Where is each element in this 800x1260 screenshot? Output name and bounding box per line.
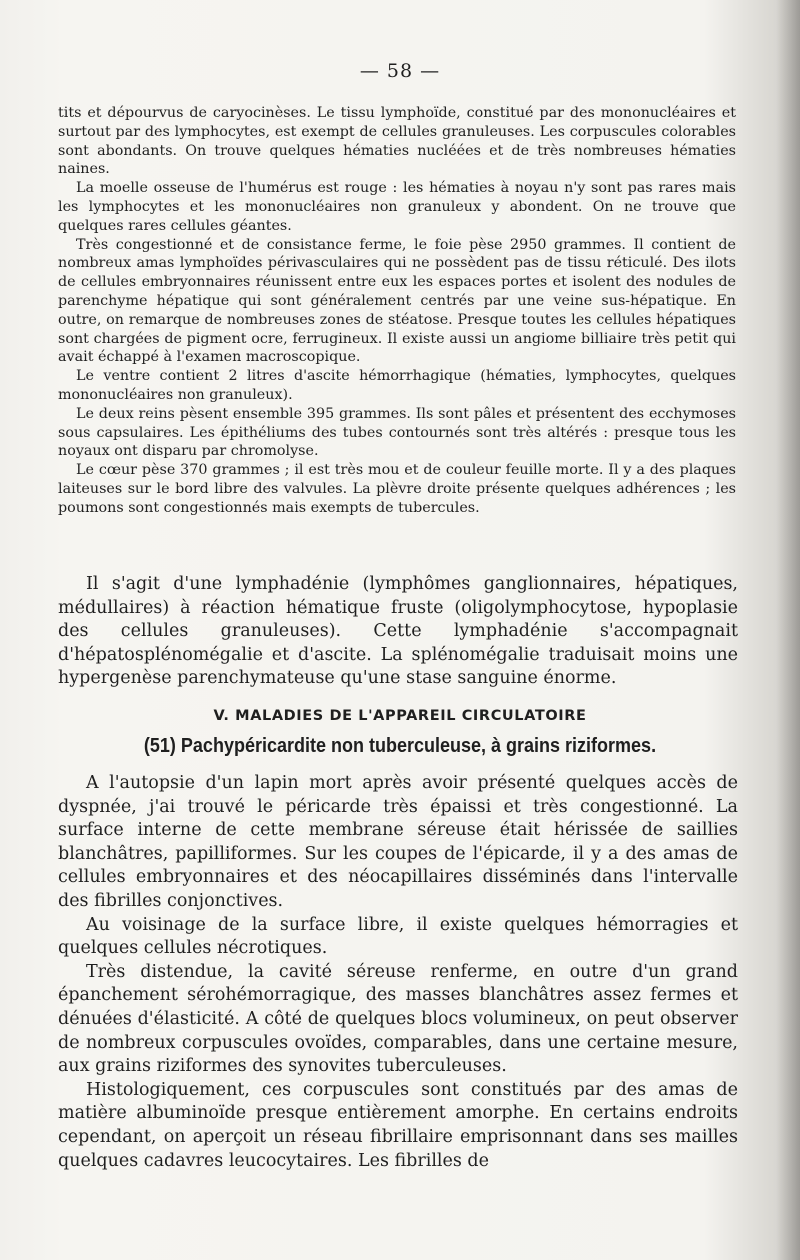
conclusion-text xyxy=(58,573,738,691)
paragraph: Au voisinage de la surface libre, il existe quelques hémorragies et quelques cellules nécrotiques. xyxy=(58,914,738,959)
paragraph: Le cœur pèse 370 grammes ; il est très mou et de couleur feuille morte. Il y a des plaques laiteuses sur le bord libre des valvules. La plèvre droite présente quelques adhérences ; les poumons sont congestionnés mais exempts de tubercules. xyxy=(58,462,736,516)
autopsy-findings-text xyxy=(58,104,736,518)
paragraph: Histologiquement, ces corpuscules sont constitués par des amas de matière albuminoïde presque entièrement amorphe. En certains endroits cependant, on aperçoit un réseau fibrillaire emprisonnant dans ses mailles quelques cadavres leucocytaires. Les fibrilles de xyxy=(58,1079,738,1171)
paragraph: Le deux reins pèsent ensemble 395 grammes. Ils sont pâles et présentent des ecchymoses sous capsulaires. Les épithéliums des tubes contournés sont très altérés : presque tous les noyaux ont disparu par chromolyse. xyxy=(58,405,736,460)
page-number: — 58 — xyxy=(359,60,441,82)
paragraph: tits et dépourvus de caryocinèses. Le tissu lymphoïde, constitué par des mononucléaires et surtout par des lymphocytes, est exempt de cellules granuleuses. Les corpuscules colorables sont abondants. On trouve quelques hématies nucléées et de très nombreuses hématies naines. xyxy=(58,105,736,178)
paragraph: A l'autopsie d'un lapin mort après avoir présenté quelques accès de dyspnée, j'ai trouvé le péricarde très épaissi et très congestionné. La surface interne de cette membrane séreuse était hérissée de saillies blanchâtres, papilliformes. Sur les coupes de l'épicarde, il y a des amas de cellules embryonnaires et des néocapillaires disséminés dans l'intervalle des fibrilles conjonctives. xyxy=(58,773,738,911)
case-title: (51) Pachypéricardite non tuberculeuse, à grains riziformes. xyxy=(143,735,657,757)
section-heading: V. MALADIES DE L'APPAREIL CIRCULATOIRE xyxy=(213,708,587,724)
paragraph: La moelle osseuse de l'humérus est rouge : les hématies à noyau n'y sont pas rares mais les lymphocytes et les mononucléaires non granuleux y abondent. On ne trouve que quelques rares cellules géantes. xyxy=(58,180,736,234)
paragraph: Très congestionné et de consistance ferme, le foie pèse 2950 grammes. Il contient de nombreux amas lymphoïdes périvasculaires qui ne possèdent pas de tissu réticulé. Des ilots de cellules embryonnaires réunissent entre eux les espaces portes et isolent des nodules de parenchyme hépatique qui sont généralement centrés par une veine sus-hépatique. En outre, on remarque de nombreuses zones de stéatose. Presque toutes les cellules hépatiques sont chargées de pigment ocre, ferrugineux. Il existe aussi un angiome billiaire très petit qui avait échappé à l'examen macroscopique. xyxy=(58,236,736,366)
paragraph: Très distendue, la cavité séreuse renferme, en outre d'un grand épanchement sérohémorragique, des masses blanchâtres assez fermes et dénuées d'élasticité. A côté de quelques blocs volumineux, on peut observer de nombreux corpuscules ovoïdes, comparables, dans une certaine mesure, aux grains riziformes des synovites tuberculeuses. xyxy=(58,961,738,1077)
case-description-text xyxy=(58,772,738,1173)
paragraph: Il s'agit d'une lymphadénie (lymphômes ganglionnaires, hépatiques, médullaires) à réaction hématique fruste (oligolymphocytose, hypoplasie des cellules granuleuses). Cette lymphadénie s'accompagnait d'hépatosplénomégalie et d'ascite. La splénomégalie traduisait moins une hypergenèse parenchymateuse qu'une stase sanguine énorme. xyxy=(58,574,738,689)
paragraph: Le ventre contient 2 litres d'ascite hémorrhagique (hématies, lymphocytes, quelques mononucléaires non granuleux). xyxy=(58,368,736,403)
